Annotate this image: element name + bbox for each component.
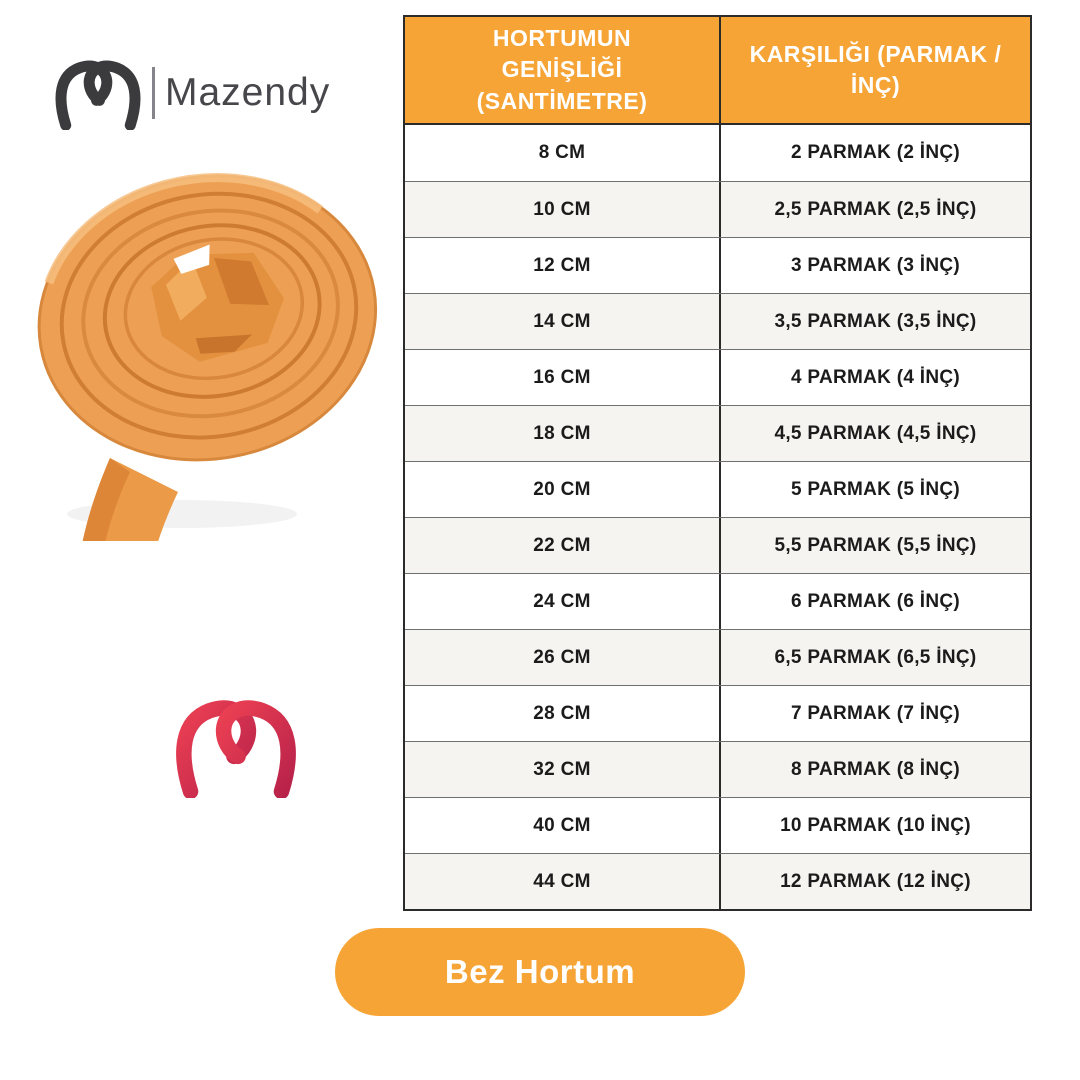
cell-equivalent: 3,5 PARMAK (3,5 İNÇ) <box>774 310 977 332</box>
table-row <box>405 629 1030 685</box>
cell-width-cm: 26 CM <box>405 630 721 685</box>
table-row <box>405 797 1030 853</box>
cell-width-cm: 18 CM <box>405 406 721 461</box>
cell-equivalent: 5 PARMAK (5 İNÇ) <box>790 478 961 500</box>
cell-equivalent: 3 PARMAK (3 İNÇ) <box>790 254 961 276</box>
brand-header <box>54 56 330 130</box>
cell-width-cm: 32 CM <box>405 742 721 797</box>
size-table-body <box>405 125 1030 909</box>
bez-hortum-button[interactable]: Bez Hortum <box>335 928 745 1016</box>
cell-width-cm: 44 CM <box>405 854 721 909</box>
cell-width-cm: 12 CM <box>405 238 721 293</box>
table-row <box>405 741 1030 797</box>
cell-equivalent: 8 PARMAK (8 İNÇ) <box>790 758 961 780</box>
cell-equivalent: 12 PARMAK (12 İNÇ) <box>780 870 971 892</box>
cell-width-cm: 24 CM <box>405 574 721 629</box>
brand-name: Mazendy <box>165 71 331 114</box>
brand-divider <box>152 67 155 119</box>
size-conversion-table <box>403 15 1032 911</box>
header-width-cm: HORTUMUN GENİŞLİĞİ (SANTİMETRE) <box>405 17 721 123</box>
table-row <box>405 405 1030 461</box>
table-row <box>405 461 1030 517</box>
cell-equivalent: 5,5 PARMAK (5,5 İNÇ) <box>774 534 977 556</box>
cell-equivalent: 4,5 PARMAK (4,5 İNÇ) <box>774 422 977 444</box>
cell-equivalent: 2,5 PARMAK (2,5 İNÇ) <box>774 198 977 220</box>
mazendy-m-logo-icon <box>54 56 142 130</box>
cell-width-cm: 8 CM <box>405 125 721 181</box>
cell-equivalent: 2 PARMAK (2 İNÇ) <box>790 142 961 163</box>
hose-product-image <box>22 146 392 541</box>
cell-width-cm: 16 CM <box>405 350 721 405</box>
cell-width-cm: 22 CM <box>405 518 721 573</box>
table-row <box>405 181 1030 237</box>
table-row <box>405 685 1030 741</box>
table-row <box>405 853 1030 909</box>
mazendy-m-mark-red-icon <box>174 694 298 798</box>
table-row <box>405 573 1030 629</box>
table-header-row <box>405 17 1030 125</box>
table-row <box>405 349 1030 405</box>
cell-width-cm: 28 CM <box>405 686 721 741</box>
cell-equivalent: 4 PARMAK (4 İNÇ) <box>790 366 961 388</box>
cell-equivalent: 7 PARMAK (7 İNÇ) <box>790 702 961 724</box>
header-equivalent: KARŞILIĞI (PARMAK / İNÇ) <box>749 40 1002 98</box>
cell-equivalent: 6,5 PARMAK (6,5 İNÇ) <box>774 646 977 668</box>
cell-width-cm: 40 CM <box>405 798 721 853</box>
table-row <box>405 517 1030 573</box>
cell-width-cm: 14 CM <box>405 294 721 349</box>
cell-equivalent: 6 PARMAK (6 İNÇ) <box>790 590 961 612</box>
table-row <box>405 125 1030 181</box>
cell-equivalent: 10 PARMAK (10 İNÇ) <box>780 814 971 836</box>
cell-width-cm: 10 CM <box>405 182 721 237</box>
table-row <box>405 293 1030 349</box>
table-row <box>405 237 1030 293</box>
cell-width-cm: 20 CM <box>405 462 721 517</box>
